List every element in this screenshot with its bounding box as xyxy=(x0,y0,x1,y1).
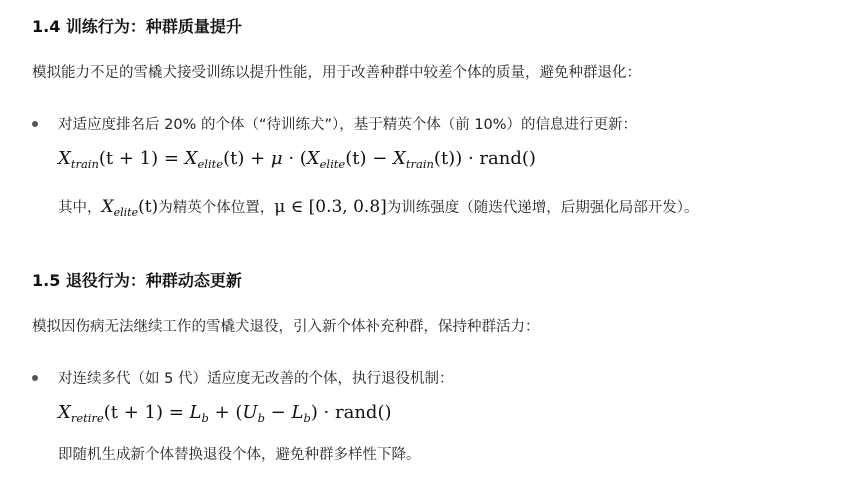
formula-t1-arg: (t) + xyxy=(223,148,271,169)
formula-t3-var: X xyxy=(393,148,406,169)
bullet-text-1-5: 对连续多代（如 5 代）适应度无改善的个体，执行退役机制： xyxy=(58,371,454,387)
note-math-x xyxy=(102,197,159,217)
formula-rand: rand() xyxy=(479,148,536,169)
note-x-arg: (t) xyxy=(138,197,159,217)
formula-train-update xyxy=(58,148,536,169)
formula-lhs-sub: retire xyxy=(70,411,104,425)
formula-lhs-arg: (t + 1) = xyxy=(103,402,190,423)
formula-lhs-sub: train xyxy=(70,157,99,171)
formula-t1-var: X xyxy=(184,148,198,169)
formula-l2-sub: b xyxy=(303,411,311,425)
formula-retire-update xyxy=(58,402,392,423)
formula-u-var: U xyxy=(242,402,258,423)
bullet-dot xyxy=(32,121,38,127)
formula-t2-sub: elite xyxy=(319,157,346,171)
formula-note-1-5: 即随机生成新个体替换退役个体，避免种群多样性下降。 xyxy=(58,447,421,463)
formula-mu: μ xyxy=(270,148,283,169)
formula-t2-arg: (t) − xyxy=(345,148,394,169)
formula-l-sub: b xyxy=(201,411,209,425)
formula-note-1-4 xyxy=(58,196,699,217)
formula-lhs-var: X xyxy=(58,148,71,169)
note-suffix: 为训练强度（随迭代递增，后期强化局部开发）。 xyxy=(386,200,699,216)
bullet-text-1-4: 对适应度排名后 20% 的个体（“待训练犬”），基于精英个体（前 10%）的信息进行更新： xyxy=(58,117,638,133)
formula-t3-sub: train xyxy=(405,157,434,171)
bullet-dot xyxy=(32,375,38,381)
formula-mid: + ( xyxy=(208,402,243,423)
formula-u-sub: b xyxy=(257,411,265,425)
formula-lhs-var: X xyxy=(58,402,71,423)
formula-lhs-arg: (t + 1) = xyxy=(98,148,185,169)
note-mid: 为精英个体位置， xyxy=(158,200,275,216)
note-x-sub: elite xyxy=(113,206,139,219)
section-heading-1-4: 1.4 训练行为：种群质量提升 xyxy=(32,17,242,36)
formula-minus: − xyxy=(264,402,292,423)
note-mu-range: μ ∈ [0.3, 0.8] xyxy=(274,197,387,217)
section-intro-1-4: 模拟能力不足的雪橇犬接受训练以提升性能，用于改善种群中较差个体的质量，避免种群退化： xyxy=(32,65,641,81)
section-intro-1-5: 模拟因伤病无法继续工作的雪橇犬退役，引入新个体补充种群，保持种群活力： xyxy=(32,319,540,335)
note-x-var: X xyxy=(101,197,114,217)
formula-t1-sub: elite xyxy=(197,157,224,171)
formula-l2-var: L xyxy=(291,402,304,423)
formula-rand: rand() xyxy=(335,402,392,423)
section-heading-1-5: 1.5 退役行为：种群动态更新 xyxy=(32,271,242,290)
formula-t2-var: X xyxy=(306,148,320,169)
formula-t3-arg: (t)) · xyxy=(433,148,480,169)
formula-dot1: · ( xyxy=(282,148,307,169)
formula-close: ) · xyxy=(310,402,335,423)
note-prefix: 其中， xyxy=(58,200,102,216)
formula-l-var: L xyxy=(189,402,202,423)
